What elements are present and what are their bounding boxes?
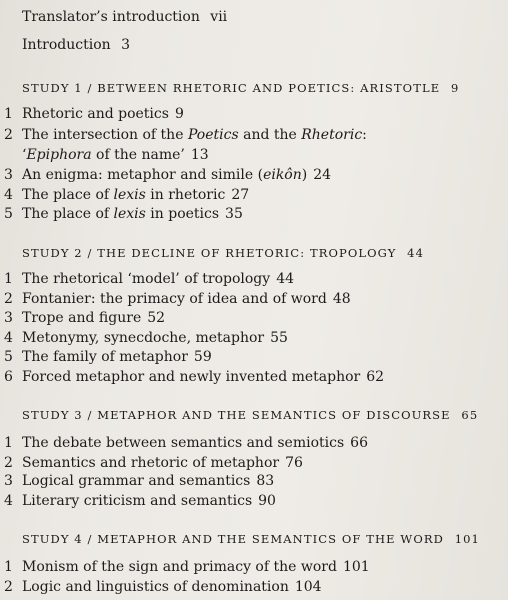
entry-title: Monism of the sign and primacy of the word [22,559,337,575]
entry-title: Trope and figure [22,310,142,326]
entry-title: Fontanier: the primacy of idea and of word [22,291,327,307]
entry-number: 4 [4,493,13,509]
entry-number: 3 [4,473,13,489]
entry-page: 27 [231,187,250,203]
entry-title-part: : [362,127,367,143]
entry-number: 1 [4,106,13,122]
study-2-entry-4 [4,329,288,347]
study-1-entry-2-continuation [22,146,209,164]
study-heading-page: 44 [407,246,425,260]
entry-title-part: The place of [22,187,114,203]
entry-title: The family of metaphor [22,349,188,365]
entry-page: 62 [366,369,385,385]
entry-title-italic: Epiphora [26,147,92,163]
entry-number: 6 [4,369,13,385]
study-1-heading [22,80,459,96]
entry-page: 101 [342,559,370,575]
entry-title-italic: lexis [113,206,146,222]
entry-title-part: The place of [22,206,114,222]
entry-page: 83 [256,473,275,489]
toc-entry-page: 3 [121,37,131,53]
entry-title-part: of the name’ [91,147,185,163]
entry-page: 48 [332,291,351,307]
entry-page: 9 [174,106,184,122]
entry-number: 2 [4,455,13,471]
entry-title: Literary criticism and semantics [22,493,253,509]
toc-entry-title: Translator’s introduction [22,9,200,25]
study-1-entry-4 [4,186,249,204]
study-2-entry-1 [4,270,294,288]
entry-number: 1 [4,271,13,287]
entry-title-italic: eikôn [263,167,302,183]
study-2-entry-6 [4,368,384,386]
study-3-entry-4 [4,492,276,510]
entry-title-part: ) [301,167,308,183]
entry-number: 3 [4,167,13,183]
entry-title-italic: Rhetoric [301,127,363,143]
study-1-entry-2 [4,126,367,144]
study-1-entry-1 [4,105,184,123]
study-heading-page: 9 [450,81,460,95]
entry-title-italic: Poetics [187,127,239,143]
study-heading-text: STUDY 4 / METAPHOR AND THE SEMANTICS OF THE WORD [22,532,444,546]
entry-number: 1 [4,435,13,451]
study-3-entry-2 [4,454,303,472]
entry-page: 66 [350,435,368,451]
entry-title: The rhetorical ‘model’ of tropology [22,271,271,287]
study-4-entry-1 [4,558,370,576]
entry-number: 4 [4,330,13,346]
study-3-heading [22,407,478,423]
entry-title-part: An enigma: metaphor and simile ( [22,167,264,183]
entry-number: 5 [4,206,13,222]
study-4-entry-2 [4,578,322,596]
entry-title: Forced metaphor and newly invented metaphor [22,369,361,385]
entry-title-part: ‘ [22,147,27,163]
entry-page: 59 [193,349,212,365]
entry-number: 1 [4,559,13,575]
entry-page: 24 [313,167,332,183]
entry-page: 104 [294,579,322,595]
study-heading-text: STUDY 2 / THE DECLINE OF RHETORIC: TROPOLOGY [22,246,397,260]
entry-page: 55 [270,330,288,346]
study-heading-page: 101 [454,532,480,546]
toc-entry-page: vii [210,9,228,25]
entry-page: 35 [225,206,243,222]
entry-page: 52 [147,310,166,326]
entry-title: The debate between semantics and semiotics [22,435,345,451]
entry-page: 44 [276,271,295,287]
study-1-entry-5 [4,205,243,223]
entry-title-italic: lexis [113,187,146,203]
entry-title: Logic and linguistics of denomination [22,579,289,595]
toc-front-introduction [22,36,130,54]
entry-title-part: and the [238,127,302,143]
study-heading-page: 65 [461,408,479,422]
study-3-entry-3 [4,472,274,490]
entry-number: 4 [4,187,13,203]
entry-title: Logical grammar and semantics [22,473,251,489]
entry-title: Metonymy, synecdoche, metaphor [22,330,265,346]
study-heading-text: STUDY 1 / BETWEEN RHETORIC AND POETICS: ARISTOTLE [22,81,441,95]
entry-page: 13 [190,147,209,163]
study-2-entry-5 [4,348,212,366]
entry-title-part: in poetics [145,206,220,222]
toc-front-translators-introduction [22,8,227,26]
study-2-heading [22,245,424,261]
study-4-heading [22,531,480,547]
toc-entry-title: Introduction [22,37,111,53]
entry-title: Rhetoric and poetics [22,106,169,122]
entry-number: 2 [4,579,13,595]
entry-number: 3 [4,310,13,326]
study-heading-text: STUDY 3 / METAPHOR AND THE SEMANTICS OF DISCOURSE [22,408,451,422]
entry-title-part: in rhetoric [145,187,226,203]
study-2-entry-2 [4,290,351,308]
study-3-entry-1 [4,434,368,452]
entry-page: 76 [285,455,303,471]
study-2-entry-3 [4,309,165,327]
entry-title-part: The intersection of the [22,127,188,143]
entry-number: 2 [4,291,13,307]
entry-number: 2 [4,127,13,143]
entry-page: 90 [258,493,276,509]
study-1-entry-3 [4,166,331,184]
entry-title: Semantics and rhetoric of metaphor [22,455,280,471]
entry-number: 5 [4,349,13,365]
